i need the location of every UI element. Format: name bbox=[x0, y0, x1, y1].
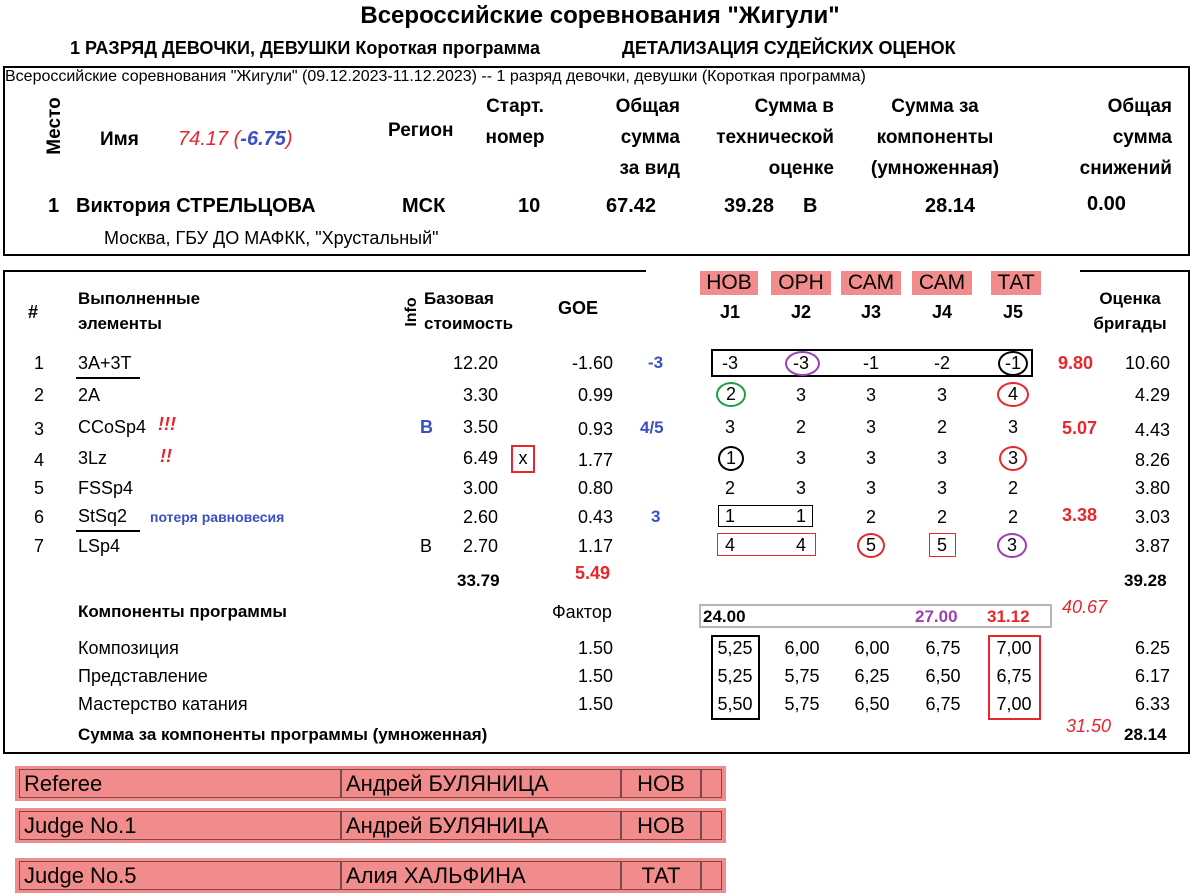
detail-top-border-right bbox=[1080, 270, 1190, 272]
col-tes-line2: технической bbox=[716, 127, 834, 148]
component-factor: 1.50 bbox=[577, 666, 613, 686]
col-tes-line1: Сумма в bbox=[754, 96, 834, 117]
skater-deductions: 0.00 bbox=[1087, 193, 1126, 215]
component-name: Представление bbox=[78, 666, 208, 686]
judge-score: 2 bbox=[936, 417, 947, 437]
judge-score: 3 bbox=[936, 478, 947, 498]
judge-score: 3 bbox=[936, 448, 947, 468]
component-judge-score: 7,00 bbox=[996, 638, 1032, 658]
judge-score: 3 bbox=[865, 478, 876, 498]
col-panel-line2: бригады bbox=[1093, 314, 1167, 333]
element-base: 2.60 bbox=[462, 507, 498, 527]
note-paren-close: ) bbox=[285, 128, 293, 150]
element-underline bbox=[76, 377, 140, 379]
component-judge-score: 6,50 bbox=[854, 694, 890, 714]
components-total: 28.14 bbox=[1124, 725, 1167, 744]
component-judge-score: 5,75 bbox=[784, 666, 820, 686]
col-num: # bbox=[28, 302, 39, 322]
skater-tes-mark: В bbox=[803, 195, 818, 217]
components-title: Компоненты программы bbox=[78, 602, 287, 621]
judge-score: 3 bbox=[1006, 535, 1017, 555]
element-diff: 3.38 bbox=[1062, 505, 1098, 525]
component-judge-score: 6,75 bbox=[925, 694, 961, 714]
component-judge-score: 6,25 bbox=[854, 666, 890, 686]
skater-tes: 39.28 bbox=[724, 195, 775, 217]
judge-score: 4 bbox=[1007, 384, 1018, 404]
official-name: Андрей БУЛЯНИЦА bbox=[341, 769, 621, 798]
element-name: CCoSp4 bbox=[78, 417, 147, 437]
col-info: Info bbox=[403, 297, 420, 327]
note-score: 74.17 bbox=[178, 128, 229, 150]
component-judge-score: 6,50 bbox=[925, 666, 961, 686]
element-diff: 5.07 bbox=[1062, 418, 1098, 438]
element-underline bbox=[76, 530, 140, 532]
judge-label-2: J2 bbox=[790, 302, 812, 322]
element-base: 3.50 bbox=[462, 417, 498, 437]
element-goe: 0.93 bbox=[577, 419, 613, 439]
judge-score: 1 bbox=[795, 506, 806, 526]
element-note: !!! bbox=[158, 414, 176, 434]
col-region: Регион bbox=[388, 120, 454, 141]
element-info: B bbox=[420, 536, 433, 556]
element-mark: 3 bbox=[651, 507, 661, 526]
col-deductions bbox=[1040, 91, 1172, 184]
element-score: 4.43 bbox=[1134, 420, 1170, 440]
judge-region-3: САМ bbox=[847, 271, 895, 294]
official-role: Judge No.5 bbox=[19, 861, 341, 890]
judge-score: 4 bbox=[724, 535, 735, 555]
col-total-line1: Общая bbox=[615, 96, 680, 117]
note-delta: -6.75 bbox=[240, 128, 286, 150]
skater-pcs: 28.14 bbox=[925, 195, 976, 217]
element-goe: -1.60 bbox=[571, 353, 613, 373]
element-num: 1 bbox=[34, 353, 45, 373]
judge-score: 3 bbox=[1007, 417, 1018, 437]
total-goe: 5.49 bbox=[575, 563, 611, 583]
component-judge-score: 5,25 bbox=[717, 666, 753, 686]
component-score: 6.33 bbox=[1134, 694, 1170, 714]
components-total-extra: 31.50 bbox=[1066, 716, 1112, 736]
element-diff: 9.80 bbox=[1058, 353, 1094, 373]
element-score: 3.87 bbox=[1134, 536, 1170, 556]
col-ded-line1: Общая bbox=[1107, 96, 1172, 117]
element-base: 6.49 bbox=[462, 448, 498, 468]
element-base: 3.00 bbox=[462, 478, 498, 498]
component-name: Композиция bbox=[78, 638, 179, 658]
judge-score: 2 bbox=[725, 384, 736, 404]
judge-score: 3 bbox=[865, 417, 876, 437]
element-num: 7 bbox=[34, 536, 45, 556]
judge-score: 2 bbox=[795, 417, 806, 437]
element-score: 3.03 bbox=[1134, 507, 1170, 527]
components-factor-label: Фактор bbox=[552, 602, 612, 622]
judge-score: -2 bbox=[933, 353, 950, 373]
col-start-line2: номер bbox=[485, 127, 545, 148]
judge-label-4: J4 bbox=[931, 302, 953, 322]
official-name: Алия ХАЛЬФИНА bbox=[341, 861, 621, 890]
judge-region-1: НОВ bbox=[706, 271, 752, 294]
note-paren-open: ( bbox=[233, 128, 241, 150]
report-type: ДЕТАЛИЗАЦИЯ СУДЕЙСКИХ ОЦЕНОК bbox=[622, 38, 956, 58]
component-judge-score: 6,00 bbox=[854, 638, 890, 658]
component-judge-score: 6,75 bbox=[925, 638, 961, 658]
element-base: 3.30 bbox=[462, 385, 498, 405]
component-score: 6.25 bbox=[1134, 638, 1170, 658]
official-row bbox=[15, 858, 726, 893]
judge-score: 3 bbox=[724, 417, 735, 437]
element-num: 4 bbox=[34, 450, 45, 470]
judge-score: 2 bbox=[936, 507, 947, 527]
col-ded-line3: снижений bbox=[1079, 158, 1172, 179]
page-subtitle: 1 РАЗРЯД ДЕВОЧКИ, ДЕВУШКИ Короткая программа bbox=[70, 38, 540, 58]
judge-region-4: САМ bbox=[918, 271, 966, 294]
components-total-label: Сумма за компоненты программы (умноженная) bbox=[78, 725, 488, 744]
official-spacer bbox=[701, 861, 722, 890]
element-num: 2 bbox=[34, 385, 45, 405]
col-total-line3: за вид bbox=[619, 158, 680, 179]
col-start-line1: Старт. bbox=[486, 96, 544, 117]
official-role: Referee bbox=[19, 769, 341, 798]
judge-score: 3 bbox=[795, 478, 806, 498]
components-sum-extra: 40.67 bbox=[1062, 597, 1108, 617]
element-name: LSp4 bbox=[78, 536, 121, 556]
col-tes bbox=[680, 91, 834, 184]
skater-club: Москва, ГБУ ДО МАФКК, "Хрустальный" bbox=[104, 228, 439, 248]
element-num: 6 bbox=[34, 507, 45, 527]
col-ded-line2: сумма bbox=[1112, 127, 1172, 148]
component-judge-score: 5,25 bbox=[717, 638, 753, 658]
element-goe: 0.43 bbox=[577, 507, 613, 527]
judge-region-2: ОРН bbox=[778, 271, 824, 294]
judge-score: -3 bbox=[792, 353, 809, 373]
total-base: 33.79 bbox=[457, 571, 500, 590]
official-region: ТАТ bbox=[621, 861, 701, 890]
component-judge-score: 6,00 bbox=[784, 638, 820, 658]
element-name: StSq2 bbox=[78, 506, 128, 526]
skater-name: Виктория СТРЕЛЬЦОВА bbox=[76, 195, 316, 217]
col-total-line2: сумма bbox=[620, 127, 680, 148]
judge-score: 2 bbox=[724, 478, 735, 498]
judge-score: 2 bbox=[1007, 478, 1018, 498]
element-mark: -3 bbox=[648, 353, 664, 372]
judge-score: -1 bbox=[1004, 353, 1021, 373]
element-score: 3.80 bbox=[1134, 478, 1170, 498]
judge-score: -1 bbox=[862, 353, 879, 373]
col-elements-line2: элементы bbox=[78, 314, 162, 333]
page-title: Всероссийские соревнования "Жигули" bbox=[360, 2, 840, 29]
element-base: 2.70 bbox=[462, 536, 498, 556]
col-total bbox=[580, 91, 680, 184]
component-name: Мастерство катания bbox=[78, 694, 248, 714]
component-judge-score: 7,00 bbox=[996, 694, 1032, 714]
skater-total: 67.42 bbox=[606, 195, 657, 217]
component-factor: 1.50 bbox=[577, 694, 613, 714]
col-tes-line3: оценке bbox=[768, 158, 834, 179]
component-judge-score: 5,50 bbox=[717, 694, 753, 714]
col-elements-line1: Выполненные bbox=[78, 289, 201, 308]
element-goe: 1.77 bbox=[577, 450, 613, 470]
component-judge-score: 6,75 bbox=[996, 666, 1032, 686]
col-name: Имя bbox=[100, 129, 139, 150]
judge-score: 3 bbox=[795, 448, 806, 468]
element-x: x bbox=[518, 448, 528, 468]
component-factor: 1.50 bbox=[577, 638, 613, 658]
official-row bbox=[15, 766, 726, 801]
judge-score: 3 bbox=[936, 385, 947, 405]
components-sum-j4: 27.00 bbox=[915, 607, 958, 626]
judge-score: 4 bbox=[795, 535, 806, 555]
col-start bbox=[470, 91, 560, 153]
official-spacer bbox=[701, 769, 722, 798]
judge-score: 1 bbox=[725, 448, 736, 468]
component-judge-score: 5,75 bbox=[784, 694, 820, 714]
element-base: 12.20 bbox=[452, 353, 498, 373]
judge-score: 5 bbox=[865, 535, 876, 555]
element-score: 4.29 bbox=[1134, 385, 1170, 405]
element-name: 3A+3T bbox=[78, 353, 132, 373]
judge-score: 3 bbox=[865, 385, 876, 405]
judge-label-5: J5 bbox=[1002, 302, 1024, 322]
element-name: 3Lz bbox=[78, 448, 108, 468]
element-name: FSSp4 bbox=[78, 478, 134, 498]
official-name: Андрей БУЛЯНИЦА bbox=[341, 811, 621, 840]
judge-score: 2 bbox=[865, 507, 876, 527]
skater-region: МСК bbox=[402, 195, 446, 217]
total-tes: 39.28 bbox=[1124, 571, 1167, 590]
element-note: потеря равновесия bbox=[150, 509, 285, 525]
element-goe: 0.80 bbox=[577, 478, 613, 498]
element-score: 10.60 bbox=[1124, 353, 1170, 373]
judge-region-5: ТАТ bbox=[997, 271, 1035, 294]
col-pcs-line2: компоненты bbox=[876, 127, 994, 148]
judge-score: 2 bbox=[1007, 507, 1018, 527]
event-line: Всероссийские соревнования "Жигули" (09.12.2023-11.12.2023) -- 1 разряд девочки, девушки (Короткая программа) bbox=[5, 68, 866, 85]
judge-score: 1 bbox=[724, 506, 735, 526]
element-num: 5 bbox=[34, 478, 45, 498]
element-goe: 0.99 bbox=[577, 385, 613, 405]
col-pcs-line3: (умноженная) bbox=[870, 158, 1000, 179]
col-base bbox=[424, 286, 513, 336]
col-goe: GOE bbox=[558, 298, 599, 318]
official-row bbox=[15, 808, 726, 843]
element-num: 3 bbox=[34, 419, 45, 439]
col-panel-line1: Оценка bbox=[1099, 289, 1161, 308]
judge-label-3: J3 bbox=[860, 302, 882, 322]
official-region: НОВ bbox=[621, 769, 701, 798]
official-role: Judge No.1 bbox=[19, 811, 341, 840]
components-sum-j1: 24.00 bbox=[703, 607, 746, 626]
element-goe: 1.17 bbox=[577, 536, 613, 556]
col-panel-score bbox=[1080, 286, 1180, 336]
judge-score: 3 bbox=[1007, 448, 1018, 468]
official-spacer bbox=[701, 811, 722, 840]
skater-start-no: 10 bbox=[518, 195, 541, 217]
skater-place: 1 bbox=[48, 195, 60, 217]
element-note: !! bbox=[160, 446, 172, 466]
col-elements bbox=[78, 286, 200, 336]
judge-score: 3 bbox=[865, 448, 876, 468]
judge-score: 3 bbox=[795, 385, 806, 405]
judge-label-1: J1 bbox=[719, 302, 741, 322]
component-score: 6.17 bbox=[1134, 666, 1170, 686]
judge-score: 5 bbox=[936, 535, 947, 555]
score-note bbox=[178, 128, 293, 151]
detail-top-border-left bbox=[3, 270, 646, 272]
element-score: 8.26 bbox=[1134, 450, 1170, 470]
judge-score: -3 bbox=[721, 353, 738, 373]
official-region: НОВ bbox=[621, 811, 701, 840]
col-base-line1: Базовая bbox=[424, 289, 494, 308]
components-sum-j5: 31.12 bbox=[987, 607, 1030, 626]
element-name: 2A bbox=[78, 385, 101, 405]
element-mark: 4/5 bbox=[640, 418, 664, 437]
col-base-line2: стоимость bbox=[424, 314, 514, 333]
col-place: Место bbox=[44, 97, 65, 155]
element-info: B bbox=[420, 417, 433, 437]
col-pcs bbox=[850, 91, 1020, 184]
col-pcs-line1: Сумма за bbox=[891, 96, 979, 117]
